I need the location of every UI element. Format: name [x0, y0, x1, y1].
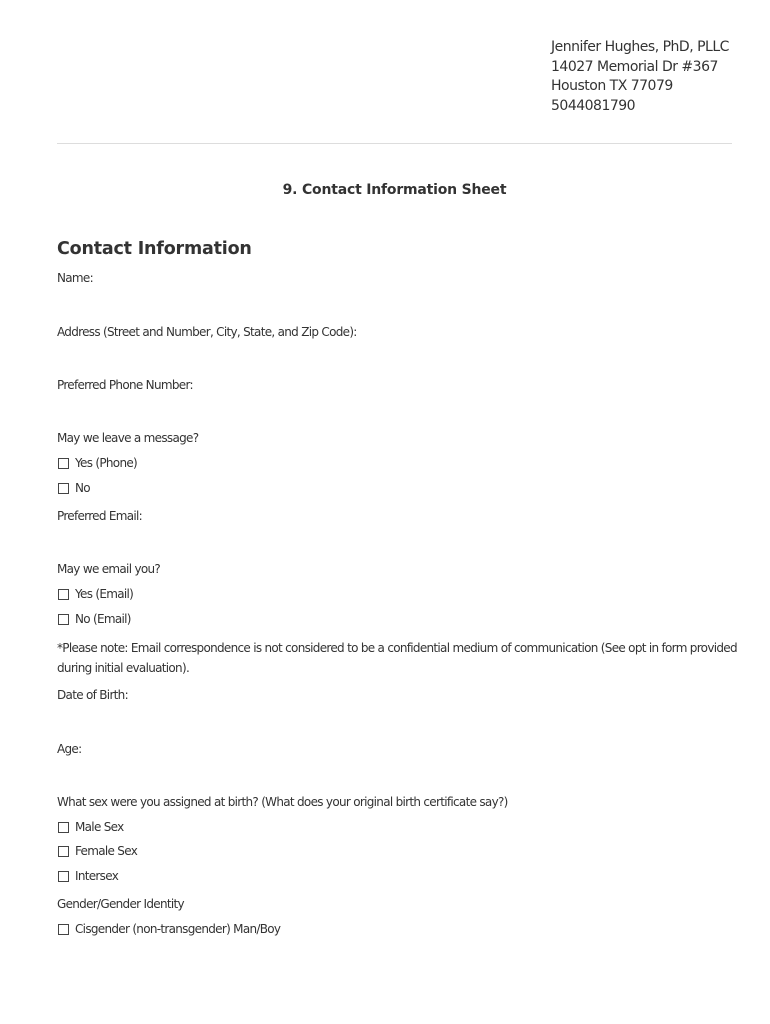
option-label: Intersex	[75, 869, 119, 883]
preferred-phone-label: Preferred Phone Number:	[57, 378, 193, 392]
option-label: No (Email)	[75, 612, 131, 626]
option-label: No	[75, 481, 90, 495]
practice-name: Jennifer Hughes, PhD, PLLC	[551, 39, 729, 55]
cisgender-man-checkbox[interactable]	[58, 924, 69, 935]
preferred-email-label: Preferred Email:	[57, 509, 143, 523]
option-no-email[interactable]	[58, 611, 131, 627]
no-email-checkbox[interactable]	[58, 614, 69, 625]
name-label: Name:	[57, 271, 93, 285]
female-sex-checkbox[interactable]	[58, 846, 69, 857]
header-divider	[57, 143, 732, 144]
option-male-sex[interactable]	[58, 819, 124, 835]
section-heading: Contact Information	[57, 239, 252, 259]
yes-phone-checkbox[interactable]	[58, 458, 69, 469]
leave-message-label: May we leave a message?	[57, 431, 199, 445]
age-label: Age:	[57, 742, 82, 756]
option-yes-email[interactable]	[58, 586, 133, 602]
option-label: Yes (Email)	[75, 587, 134, 601]
address-line-1: 14027 Memorial Dr #367	[551, 58, 718, 75]
email-privacy-note: *Please note: Email correspondence is not considered to be a confidential medium of communication (See opt in form provided during initial evaluation).	[57, 641, 737, 675]
date-of-birth-label: Date of Birth:	[57, 688, 128, 702]
email-you-label: May we email you?	[57, 562, 161, 576]
sex-at-birth-label: What sex were you assigned at birth? (What does your original birth certificate say?)	[57, 795, 508, 809]
letterhead	[551, 38, 729, 116]
form-title: 9. Contact Information Sheet	[282, 182, 507, 198]
option-cisgender-man[interactable]	[58, 921, 280, 937]
male-sex-checkbox[interactable]	[58, 822, 69, 833]
address-label: Address (Street and Number, City, State, and Zip Code):	[57, 325, 357, 339]
practice-phone: 5044081790	[551, 97, 636, 114]
option-label: Female Sex	[75, 844, 138, 858]
option-label: Male Sex	[75, 820, 124, 834]
option-no-message[interactable]	[58, 480, 90, 496]
address-line-2: Houston TX 77079	[551, 78, 673, 94]
gender-identity-label: Gender/Gender Identity	[57, 897, 184, 911]
intersex-checkbox[interactable]	[58, 871, 69, 882]
option-intersex[interactable]	[58, 868, 118, 884]
yes-email-checkbox[interactable]	[58, 589, 69, 600]
option-yes-phone[interactable]	[58, 455, 137, 471]
no-message-checkbox[interactable]	[58, 483, 69, 494]
option-female-sex[interactable]	[58, 843, 137, 859]
option-label: Cisgender (non-transgender) Man/Boy	[75, 922, 281, 936]
option-label: Yes (Phone)	[75, 456, 138, 470]
